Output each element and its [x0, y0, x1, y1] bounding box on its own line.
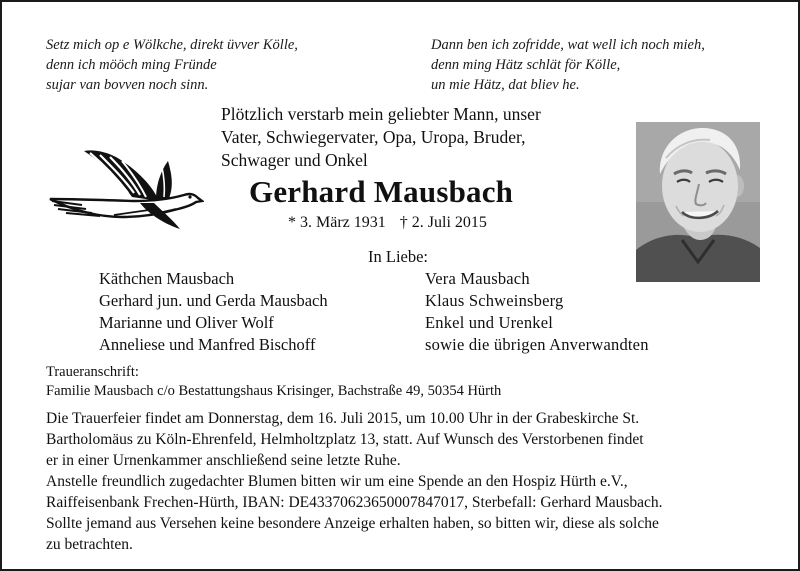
poem-line: Setz mich op e Wölkche, direkt üvver Kölle,	[46, 37, 298, 53]
details-line: zu betrachten.	[46, 536, 133, 553]
poem-line: un mie Hätz, dat bliev he.	[431, 77, 580, 93]
mourners-right	[425, 268, 649, 356]
details-line: er in einer Urnenkammer anschließend seine letzte Ruhe.	[46, 452, 401, 469]
life-dates	[288, 214, 497, 232]
announcement-line: Vater, Schwiegervater, Opa, Uropa, Bruder,	[221, 127, 526, 147]
address-line: Familie Mausbach c/o Bestattungshaus Krisinger, Bachstraße 49, 50354 Hürth	[46, 383, 502, 399]
mourner-entry: Klaus Schweinsberg	[425, 291, 564, 310]
in-love-heading: In Liebe:	[368, 247, 429, 266]
poem-left	[46, 35, 298, 95]
death-date: † 2. Juli 2015	[399, 214, 487, 231]
mourner-entry: Enkel und Urenkel	[425, 313, 554, 332]
details-line: Raiffeisenbank Frechen-Hürth, IBAN: DE43370623650007847017, Sterbefall: Gerhard Mausbach.	[46, 494, 663, 511]
mourning-address	[46, 363, 501, 401]
mourner-entry: Käthchen Mausbach	[99, 269, 235, 288]
poem-line: sujar van bovven noch sinn.	[46, 77, 209, 93]
poem-line: denn ich mööch ming Fründe	[46, 57, 217, 73]
portrait-photo	[636, 122, 760, 282]
announcement-line: Schwager und Onkel	[221, 150, 368, 170]
details-line: Die Trauerfeier findet am Donnerstag, dem 16. Juli 2015, um 10.00 Uhr in der Grabeskirche St.	[46, 410, 640, 427]
mourner-entry: Anneliese und Manfred Bischoff	[99, 335, 316, 354]
mourner-entry: Marianne und Oliver Wolf	[99, 313, 274, 332]
mourners-left	[99, 268, 328, 356]
announcement-line: Plötzlich verstarb mein geliebter Mann, unser	[221, 104, 541, 124]
dove-icon	[44, 143, 204, 233]
mourner-entry: sowie die übrigen Anverwandten	[425, 335, 649, 354]
address-label: Traueranschrift:	[46, 364, 139, 380]
details-line: Anstelle freundlich zugedachter Blumen bitten wir um eine Spende an den Hospiz Hürth e.V.,	[46, 473, 628, 490]
birth-date: * 3. März 1931	[288, 214, 386, 231]
poem-line: Dann ben ich zofridde, wat well ich noch mieh,	[431, 37, 705, 53]
details-line: Bartholomäus zu Köln-Ehrenfeld, Helmholtzplatz 13, statt. Auf Wunsch des Verstorbenen findet	[46, 431, 644, 448]
details-line: Sollte jemand aus Versehen keine besondere Anzeige erhalten haben, so bitten wir, diese als solche	[46, 515, 659, 532]
announcement-text	[221, 103, 541, 172]
mourner-entry: Vera Mausbach	[425, 269, 530, 288]
poem-line: denn ming Hätz schlät för Kölle,	[431, 57, 621, 73]
deceased-name: Gerhard Mausbach	[249, 174, 514, 209]
service-details	[46, 408, 663, 555]
mourner-entry: Gerhard jun. und Gerda Mausbach	[99, 291, 328, 310]
poem-right	[431, 35, 705, 95]
